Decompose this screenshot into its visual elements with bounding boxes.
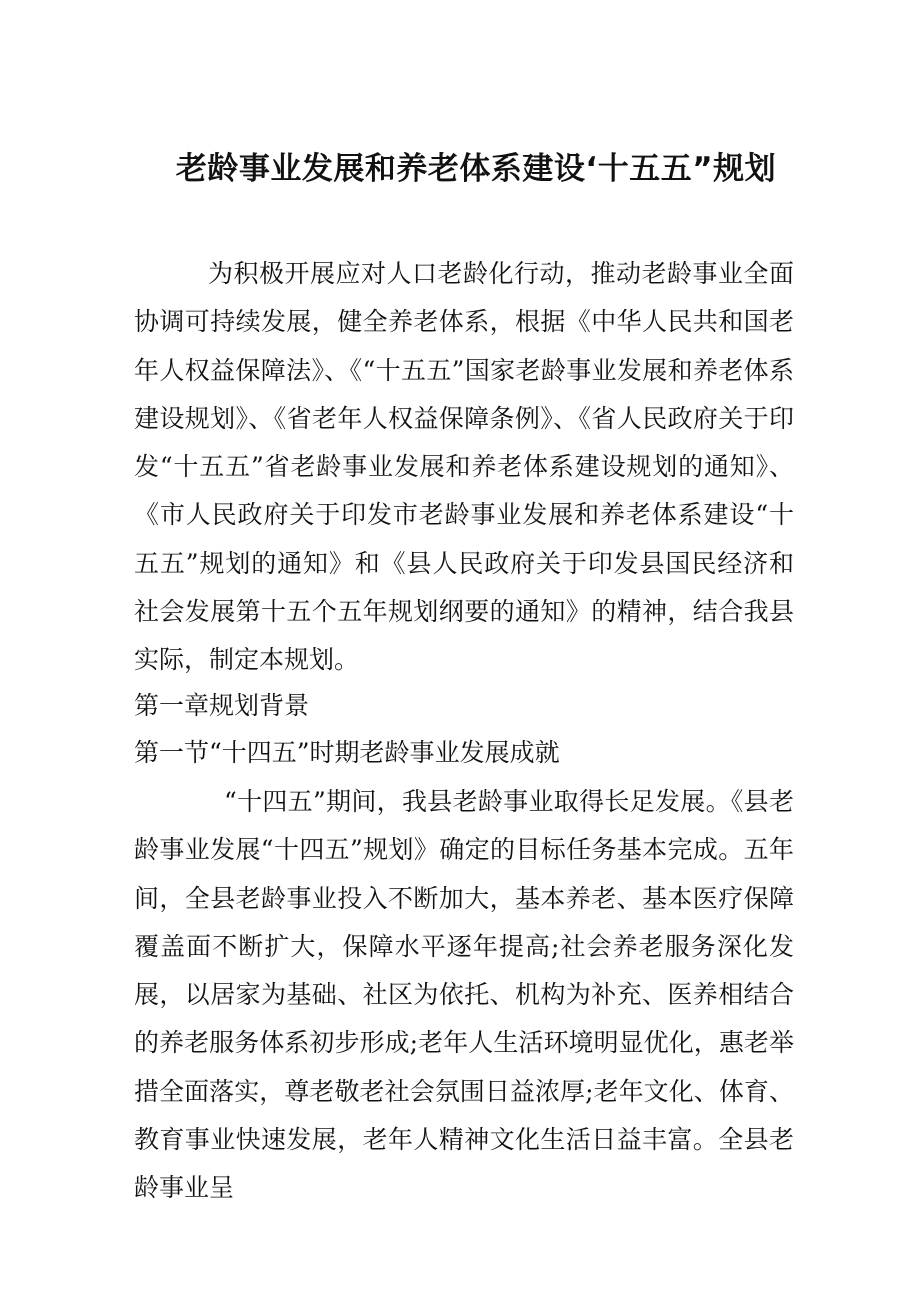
chapter-heading: 第一章规划背景	[134, 691, 310, 720]
section-heading: 第一节“十四五”时期老龄事业发展成就	[134, 738, 560, 767]
document-title: 老龄事业发展和养老体系建设‘十五五”规划	[175, 150, 777, 187]
achievements-paragraph: “十四五”期间，我县老龄事业取得长足发展。《县老龄事业发展“十四五”规划》确定的目标任务基本完成。五年间，全县老龄事业投入不断加大，基本养老、基本医疗保障覆盖面不断扩大，保障水平逐年提高;社会养老服务深化发展，以居家为基础、社区为依托、机构为补充、医养相结合的养老服务体系初步形成;老年人生活环境明显优化，惠老举措全面落实，尊老敬老社会氛围日益浓厚;老年文化、体育、教育事业快速发展，老年人精神文化生活日益丰富。全县老龄事业呈	[134, 787, 794, 1203]
intro-paragraph: 为积极开展应对人口老龄化行动，推动老龄事业全面协调可持续发展，健全养老体系，根据《中华人民共和国老年人权益保障法》、《“十五五”国家老龄事业发展和养老体系建设规划》、《省老年人权益保障条例》、《省人民政府关于印发“十五五”省老龄事业发展和养老体系建设规划的通知》、《市人民政府关于印发市老龄事业发展和养老体系建设“十五五”规划的通知》和《县人民政府关于印发县国民经济和社会发展第十五个五年规划纲要的通知》的精神，结合我县实际，制定本规划。	[134, 259, 794, 675]
